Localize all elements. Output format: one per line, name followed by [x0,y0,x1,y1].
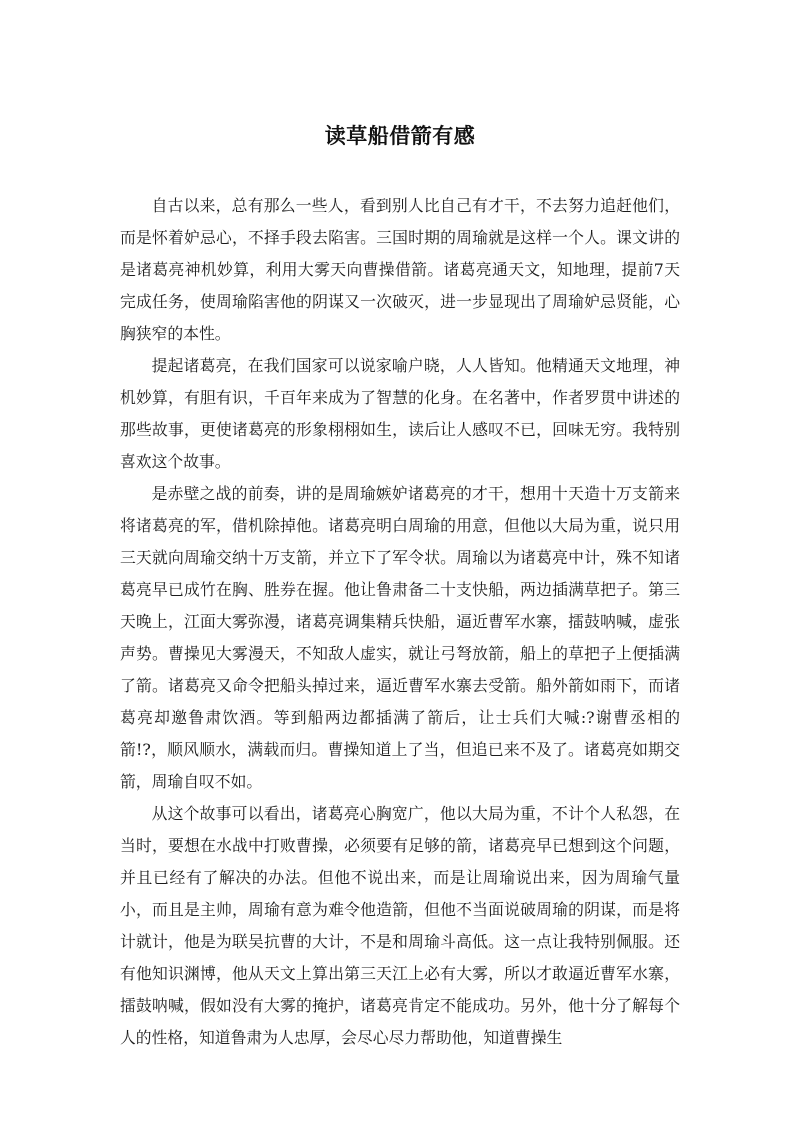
paragraph-4: 从这个故事可以看出，诸葛亮心胸宽广，他以大局为重，不计个人私怨，在当时，要想在水战中打败曹操，必须要有足够的箭，诸葛亮早已想到这个问题，并且已经有了解决的办法。但他不说出来，而是让周瑜说出来，因为周瑜气量小，而且是主帅，周瑜有意为难令他造箭，但他不当面说破周瑜的阴谋，而是将计就计，他是为联吴抗曹的大计，不是和周瑜斗高低。这一点让我特别佩服。还有他知识渊博，他从天文上算出第三天江上必有大雾，所以才敢逼近曹军水寨，擂鼓呐喊，假如没有大雾的掩护，诸葛亮肯定不能成功。另外，他十分了解每个人的性格，知道鲁肃为人忠厚，会尽心尽力帮助他，知道曹操生 [120,804,680,1047]
document-title: 读草船借箭有感 [324,124,476,148]
paragraph-2: 提起诸葛亮，在我们国家可以说家喻户晓，人人皆知。他精通天文地理，神机妙算，有胆有识，千百年来成为了智慧的化身。在名著中，作者罗贯中讲述的那些故事，更使诸葛亮的形象栩栩如生，读后让人感叹不已，回味无穷。我特别喜欢这个故事。 [120,356,680,471]
document-body [120,190,680,1054]
paragraph-3: 是赤壁之战的前奏，讲的是周瑜嫉妒诸葛亮的才干，想用十天造十万支箭来将诸葛亮的军，借机除掉他。诸葛亮明白周瑜的用意，但他以大局为重，说只用三天就向周瑜交纳十万支箭，并立下了军令状。周瑜以为诸葛亮中计，殊不知诸葛亮早已成竹在胸、胜券在握。他让鲁肃备二十支快船，两边插满草把子。第三天晚上，江面大雾弥漫，诸葛亮调集精兵快船，逼近曹军水寨，擂鼓呐喊，虚张声势。曹操见大雾漫天，不知敌人虚实，就让弓弩放箭，船上的草把子上便插满了箭。诸葛亮又命令把船头掉过来，逼近曹军水寨去受箭。船外箭如雨下，而诸葛亮却邀鲁肃饮酒。等到船两边都插满了箭后，让士兵们大喊:?谢曹丞相的箭!?，顺风顺水，满载而归。曹操知道上了当，但追已来不及了。诸葛亮如期交箭，周瑜自叹不如。 [120,484,680,791]
paragraph-1: 自古以来，总有那么一些人，看到别人比自己有才干，不去努力追赶他们，而是怀着妒忌心，不择手段去陷害。三国时期的周瑜就是这样一个人。课文讲的是诸葛亮神机妙算，利用大雾天向曹操借箭。诸葛亮通天文，知地理，提前7天完成任务，使周瑜陷害他的阴谋又一次破灭，进一步显现出了周瑜妒忌贤能，心胸狭窄的本性。 [120,196,680,343]
